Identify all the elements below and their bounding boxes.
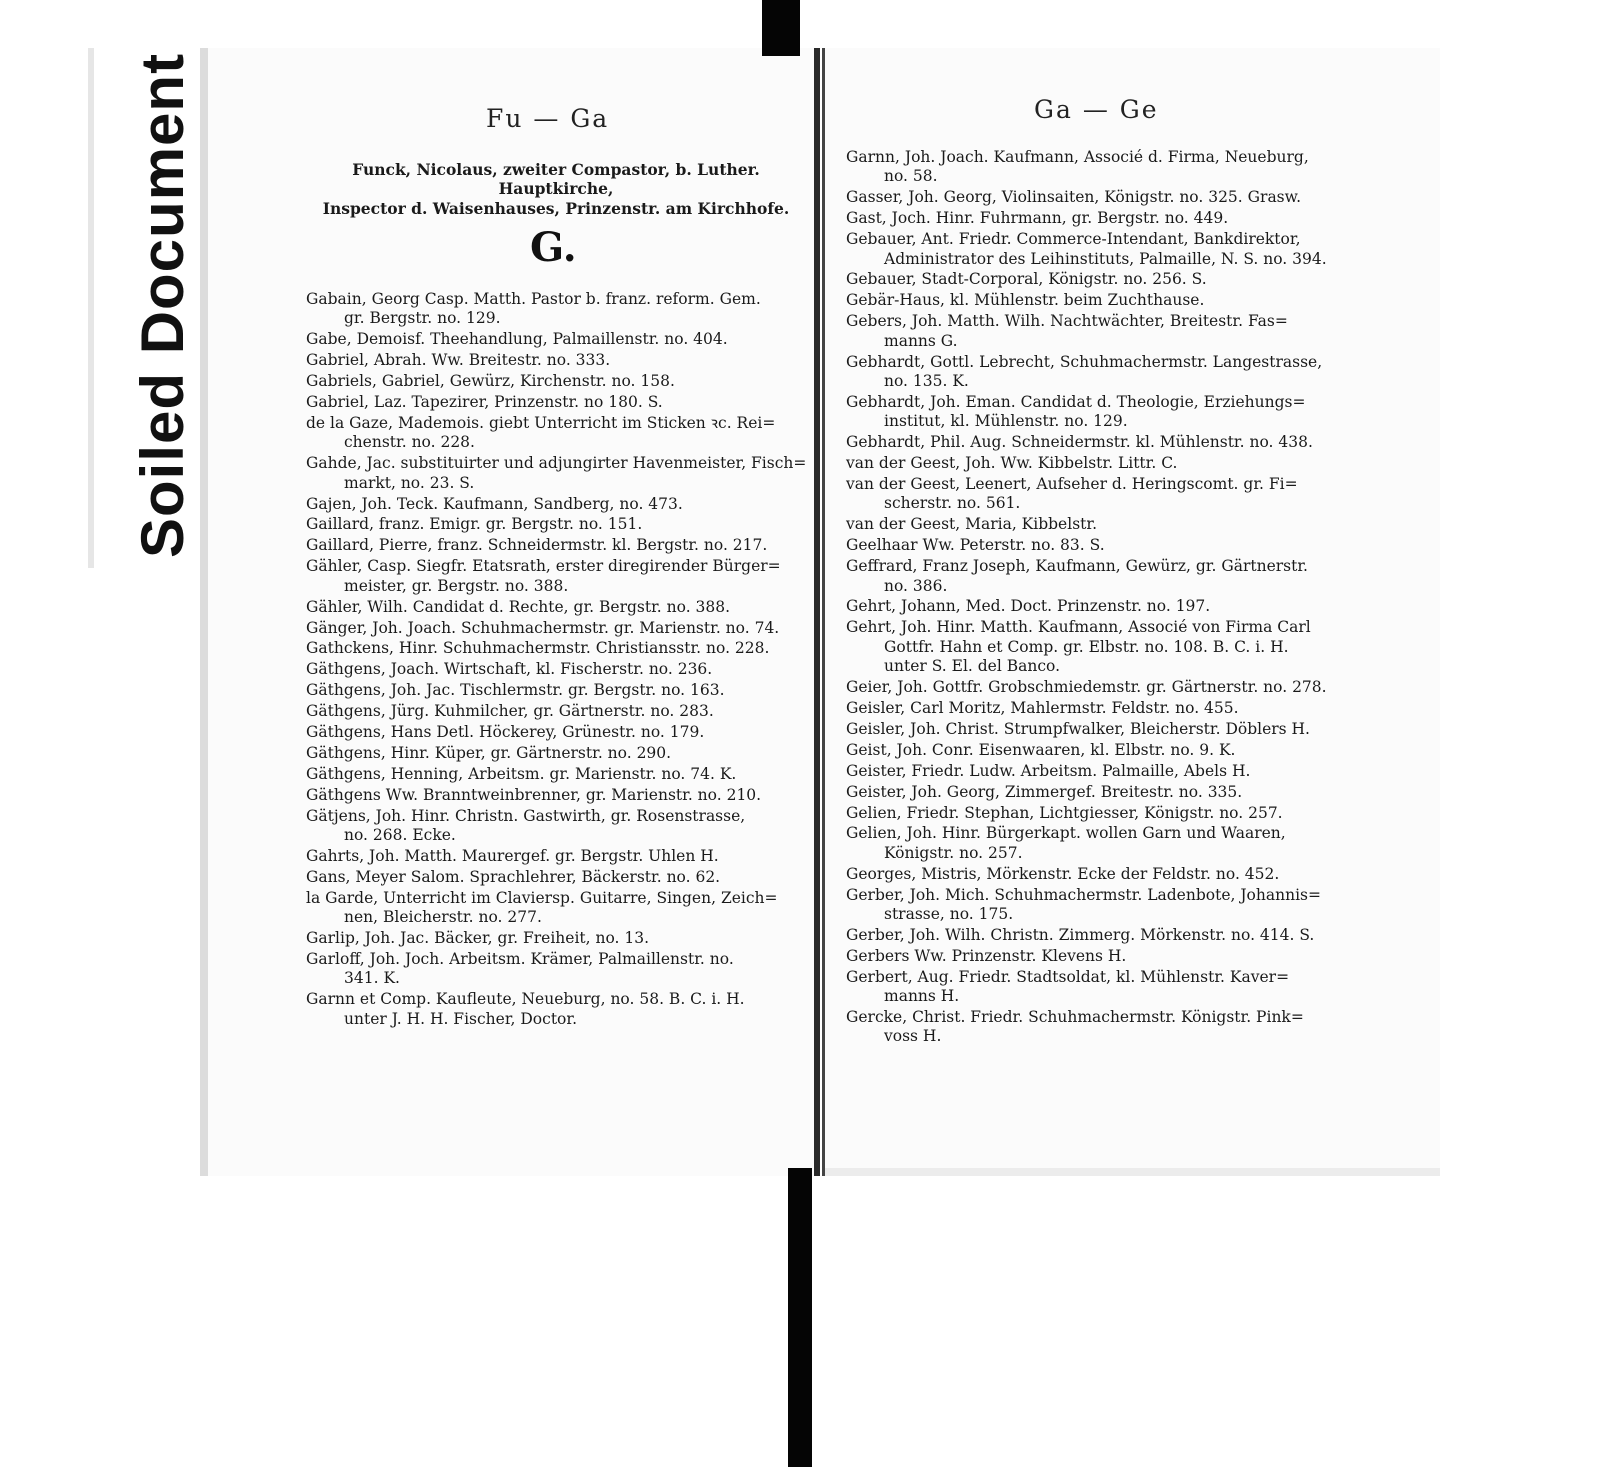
entry-line: van der Geest, Maria, Kibbelstr. — [846, 515, 1098, 534]
entry-line: Gerbers Ww. Prinzenstr. Klevens H. — [846, 946, 1127, 965]
directory-entry — [306, 681, 806, 700]
directory-entry — [846, 968, 1366, 1007]
directory-entry — [846, 597, 1366, 616]
directory-entry — [306, 619, 806, 638]
entry-line: van der Geest, Joh. Ww. Kibbelstr. Littr. C. — [846, 454, 1178, 473]
directory-entry — [846, 230, 1366, 269]
entry-line: Garnn, Joh. Joach. Kaufmann, Associé d. Firma, Neueburg, — [846, 148, 1309, 166]
right-entry-list — [846, 148, 1366, 1048]
directory-entry — [306, 351, 806, 370]
entry-continuation-line: voss H. — [884, 1027, 942, 1046]
entry-continuation-line: 341. K. — [344, 969, 400, 988]
entry-continuation-line: strasse, no. 175. — [884, 905, 1014, 924]
entry-line: Garloff, Joh. Joch. Arbeitsm. Krämer, Palmaillenstr. no. — [306, 950, 734, 968]
entry-continuation-line: unter S. El. del Banco. — [884, 657, 1061, 676]
entry-line: Gabain, Georg Casp. Matth. Pastor b. franz. reform. Gem. — [306, 290, 761, 308]
entry-line: Gelien, Joh. Hinr. Bürgerkapt. wollen Garn und Waaren, — [846, 824, 1286, 843]
entry-line: Gans, Meyer Salom. Sprachlehrer, Bäckerstr. no. 62. — [306, 867, 721, 886]
entry-line: Gäthgens, Joach. Wirtschaft, kl. Fischerstr. no. 236. — [306, 660, 713, 679]
entry-line: Geisler, Joh. Christ. Strumpfwalker, Bleicherstr. Döblers H. — [846, 719, 1310, 738]
entry-line: Garnn et Comp. Kaufleute, Neueburg, no. 58. B. C. i. H. — [306, 990, 745, 1009]
entry-continuation-line: Administrator des Leihinstituts, Palmaille, N. S. no. 394. — [884, 249, 1327, 268]
directory-entry — [306, 660, 806, 679]
entry-line: Gänger, Joh. Joach. Schuhmachermstr. gr. Marienstr. no. 74. — [306, 618, 780, 637]
entry-continuation-line: no. 58. — [884, 167, 938, 186]
entry-continuation-line: no. 386. — [884, 576, 948, 595]
directory-entry — [306, 786, 806, 805]
entry-line: Gahrts, Joh. Matth. Maurergef. gr. Bergstr. Uhlen H. — [306, 846, 719, 865]
directory-entry — [846, 699, 1366, 718]
entry-line: Gercke, Christ. Friedr. Schuhmachermstr. Königstr. Pink= — [846, 1008, 1304, 1027]
entry-line: Gaillard, franz. Emigr. gr. Bergstr. no. 151. — [306, 515, 643, 534]
entry-line: Gäthgens, Hinr. Küper, gr. Gärtnerstr. no. 290. — [306, 743, 672, 762]
entry-line: Gaillard, Pierre, franz. Schneidermstr. kl. Bergstr. no. 217. — [306, 536, 768, 555]
entry-line: Gebär-Haus, kl. Mühlenstr. beim Zuchthause. — [846, 291, 1205, 310]
entry-line: Geist, Joh. Conr. Eisenwaaren, kl. Elbstr. no. 9. K. — [846, 740, 1236, 759]
directory-entry — [846, 393, 1366, 432]
directory-entry — [846, 433, 1366, 452]
section-letter: G. — [530, 224, 577, 271]
directory-entry — [846, 678, 1366, 697]
entry-line: Gebers, Joh. Matth. Wilh. Nachtwächter, Breitestr. Fas= — [846, 312, 1288, 331]
directory-entry — [306, 495, 806, 514]
directory-entry — [306, 765, 806, 784]
entry-line: Gahde, Jac. substituirter und adjungirter Havenmeister, Fisch= — [306, 454, 807, 473]
directory-entry — [306, 847, 806, 866]
entry-line: Gajen, Joh. Teck. Kaufmann, Sandberg, no. 473. — [306, 494, 683, 513]
intro-entry — [306, 160, 806, 218]
directory-entry — [846, 270, 1366, 289]
directory-entry — [846, 762, 1366, 781]
entry-continuation-line: gr. Bergstr. no. 129. — [344, 309, 501, 328]
entry-line: Gast, Joch. Hinr. Fuhrmann, gr. Bergstr. no. 449. — [846, 209, 1229, 228]
directory-entry — [306, 598, 806, 617]
entry-line: Gebhardt, Phil. Aug. Schneidermstr. kl. Mühlenstr. no. 438. — [846, 433, 1313, 452]
entry-line: Gabriels, Gabriel, Gewürz, Kirchenstr. no. 158. — [306, 372, 675, 391]
entry-line: Gerber, Joh. Wilh. Christn. Zimmerg. Mörkenstr. no. 414. S. — [846, 925, 1315, 944]
directory-entry — [846, 804, 1366, 823]
entry-line: Gabriel, Abrah. Ww. Breitestr. no. 333. — [306, 351, 611, 370]
entry-line: Gäthgens, Joh. Jac. Tischlermstr. gr. Bergstr. no. 163. — [306, 681, 725, 700]
directory-entry — [306, 723, 806, 742]
entry-line: Geisler, Carl Moritz, Mahlermstr. Feldstr. no. 455. — [846, 698, 1239, 717]
directory-entry — [306, 807, 806, 846]
entry-continuation-line: Gottfr. Hahn et Comp. gr. Elbstr. no. 108. B. C. i. H. — [884, 637, 1289, 656]
entry-line: Geelhaar Ww. Peterstr. no. 83. S. — [846, 536, 1105, 555]
directory-entry — [306, 702, 806, 721]
directory-entry — [306, 639, 806, 658]
entry-line: Gebauer, Stadt-Corporal, Königstr. no. 256. S. — [846, 270, 1207, 289]
entry-continuation-line: no. 268. Ecke. — [344, 826, 456, 845]
directory-entry — [846, 475, 1366, 514]
entry-line: Gebauer, Ant. Friedr. Commerce-Intendant, Bankdirektor, — [846, 230, 1301, 249]
entry-line: Gähler, Wilh. Candidat d. Rechte, gr. Bergstr. no. 388. — [306, 597, 731, 616]
entry-line: Gabe, Demoisf. Theehandlung, Palmaillenstr. no. 404. — [306, 330, 728, 349]
entry-continuation-line: manns G. — [884, 331, 958, 350]
directory-entry — [306, 536, 806, 555]
directory-entry — [306, 889, 806, 928]
side-label-tab — [88, 48, 196, 568]
entry-continuation-line: unter J. H. H. Fischer, Doctor. — [344, 1009, 578, 1028]
directory-entry — [846, 865, 1366, 884]
left-running-head: Fu — Ga — [486, 104, 610, 133]
entry-continuation-line: manns H. — [884, 987, 960, 1006]
directory-entry — [306, 950, 806, 989]
entry-line: van der Geest, Leenert, Aufseher d. Heringscomt. gr. Fi= — [846, 475, 1298, 493]
entry-continuation-line: meister, gr. Bergstr. no. 388. — [344, 576, 569, 595]
directory-entry — [306, 372, 806, 391]
entry-continuation-line: institut, kl. Mühlenstr. no. 129. — [884, 412, 1128, 431]
directory-entry — [306, 454, 806, 493]
directory-entry — [306, 515, 806, 534]
directory-entry — [306, 929, 806, 948]
directory-entry — [306, 868, 806, 887]
directory-entry — [846, 353, 1366, 392]
entry-line: de la Gaze, Mademois. giebt Unterricht im Sticken ꝛc. Rei= — [306, 413, 776, 432]
side-label-text: Soiled Document — [129, 52, 196, 558]
entry-line: Georges, Mistris, Mörkenstr. Ecke der Feldstr. no. 452. — [846, 864, 1280, 883]
directory-entry — [846, 536, 1366, 555]
directory-entry — [306, 330, 806, 349]
directory-entry — [306, 290, 806, 329]
directory-entry — [846, 947, 1366, 966]
spine-strip-top — [762, 0, 800, 56]
directory-entry — [846, 618, 1366, 676]
entry-line: Gäthgens, Hans Detl. Höckerey, Grünestr. no. 179. — [306, 723, 705, 742]
directory-entry — [306, 393, 806, 412]
directory-entry — [846, 1008, 1366, 1047]
entry-line: la Garde, Unterricht im Claviersp. Guitarre, Singen, Zeich= — [306, 888, 778, 907]
directory-entry — [846, 209, 1366, 228]
directory-entry — [846, 926, 1366, 945]
entry-continuation-line: Königstr. no. 257. — [884, 843, 1023, 862]
entry-line: Gabriel, Laz. Tapezirer, Prinzenstr. no 180. S. — [306, 393, 663, 412]
entry-continuation-line: chenstr. no. 228. — [344, 433, 475, 452]
right-running-head: Ga — Ge — [1034, 95, 1159, 124]
entry-line: Gebhardt, Joh. Eman. Candidat d. Theologie, Erziehungs= — [846, 392, 1306, 411]
entry-line: Geister, Friedr. Ludw. Arbeitsm. Palmaille, Abels H. — [846, 761, 1251, 780]
directory-entry — [846, 783, 1366, 802]
entry-line: Gelien, Friedr. Stephan, Lichtgiesser, Königstr. no. 257. — [846, 803, 1283, 822]
directory-entry — [846, 291, 1366, 310]
directory-entry — [306, 414, 806, 453]
directory-entry — [846, 824, 1366, 863]
entry-line: Gebhardt, Gottl. Lebrecht, Schuhmachermstr. Langestrasse, — [846, 352, 1323, 371]
directory-entry — [846, 886, 1366, 925]
entry-continuation-line: no. 135. K. — [884, 371, 969, 390]
directory-entry — [846, 741, 1366, 760]
entry-line: Gehrt, Johann, Med. Doct. Prinzenstr. no. 197. — [846, 597, 1211, 616]
entry-line: Geffrard, Franz Joseph, Kaufmann, Gewürz, gr. Gärtnerstr. — [846, 557, 1308, 576]
entry-line: Gasser, Joh. Georg, Violinsaiten, Königstr. no. 325. Grasw. — [846, 188, 1301, 207]
entry-line: Gerber, Joh. Mich. Schuhmachermstr. Ladenbote, Johannis= — [846, 885, 1321, 904]
entry-line: Gehrt, Joh. Hinr. Matth. Kaufmann, Associé von Firma Carl — [846, 618, 1311, 637]
intro-line: Funck, Nicolaus, zweiter Compastor, b. Luther. Hauptkirche, — [352, 160, 760, 199]
directory-entry — [846, 148, 1366, 187]
entry-line: Gähler, Casp. Siegfr. Etatsrath, erster diregirender Bürger= — [306, 557, 781, 576]
entry-line: Gätjens, Joh. Hinr. Christn. Gastwirth, gr. Rosenstrasse, — [306, 806, 746, 825]
spine-strip-bottom — [788, 1168, 812, 1467]
entry-continuation-line: markt, no. 23. S. — [344, 473, 475, 492]
entry-continuation-line: scherstr. no. 561. — [884, 494, 1021, 513]
entry-line: Gäthgens, Jürg. Kuhmilcher, gr. Gärtnerstr. no. 283. — [306, 702, 714, 721]
directory-entry — [306, 990, 806, 1029]
directory-entry — [306, 557, 806, 596]
entry-line: Geister, Joh. Georg, Zimmergef. Breitestr. no. 335. — [846, 782, 1243, 801]
entry-line: Gathckens, Hinr. Schuhmachermstr. Christiansstr. no. 228. — [306, 639, 770, 658]
directory-entry — [846, 188, 1366, 207]
entry-continuation-line: nen, Bleicherstr. no. 277. — [344, 908, 542, 927]
entry-line: Gerbert, Aug. Friedr. Stadtsoldat, kl. Mühlenstr. Kaver= — [846, 967, 1290, 986]
directory-entry — [846, 515, 1366, 534]
directory-entry — [846, 454, 1366, 473]
book-gutter — [814, 48, 820, 1176]
left-entry-list — [306, 290, 806, 1031]
entry-line: Geier, Joh. Gottfr. Grobschmiedemstr. gr. Gärtnerstr. no. 278. — [846, 678, 1327, 697]
intro-line: Inspector d. Waisenhauses, Prinzenstr. am Kirchhofe. — [322, 198, 790, 218]
directory-entry — [846, 720, 1366, 739]
directory-entry — [846, 312, 1366, 351]
entry-line: Gäthgens, Henning, Arbeitsm. gr. Marienstr. no. 74. K. — [306, 764, 737, 783]
directory-entry — [306, 744, 806, 763]
entry-line: Garlip, Joh. Jac. Bäcker, gr. Freiheit, no. 13. — [306, 929, 650, 948]
entry-line: Gäthgens Ww. Branntweinbrenner, gr. Marienstr. no. 210. — [306, 785, 762, 804]
directory-entry — [846, 557, 1366, 596]
